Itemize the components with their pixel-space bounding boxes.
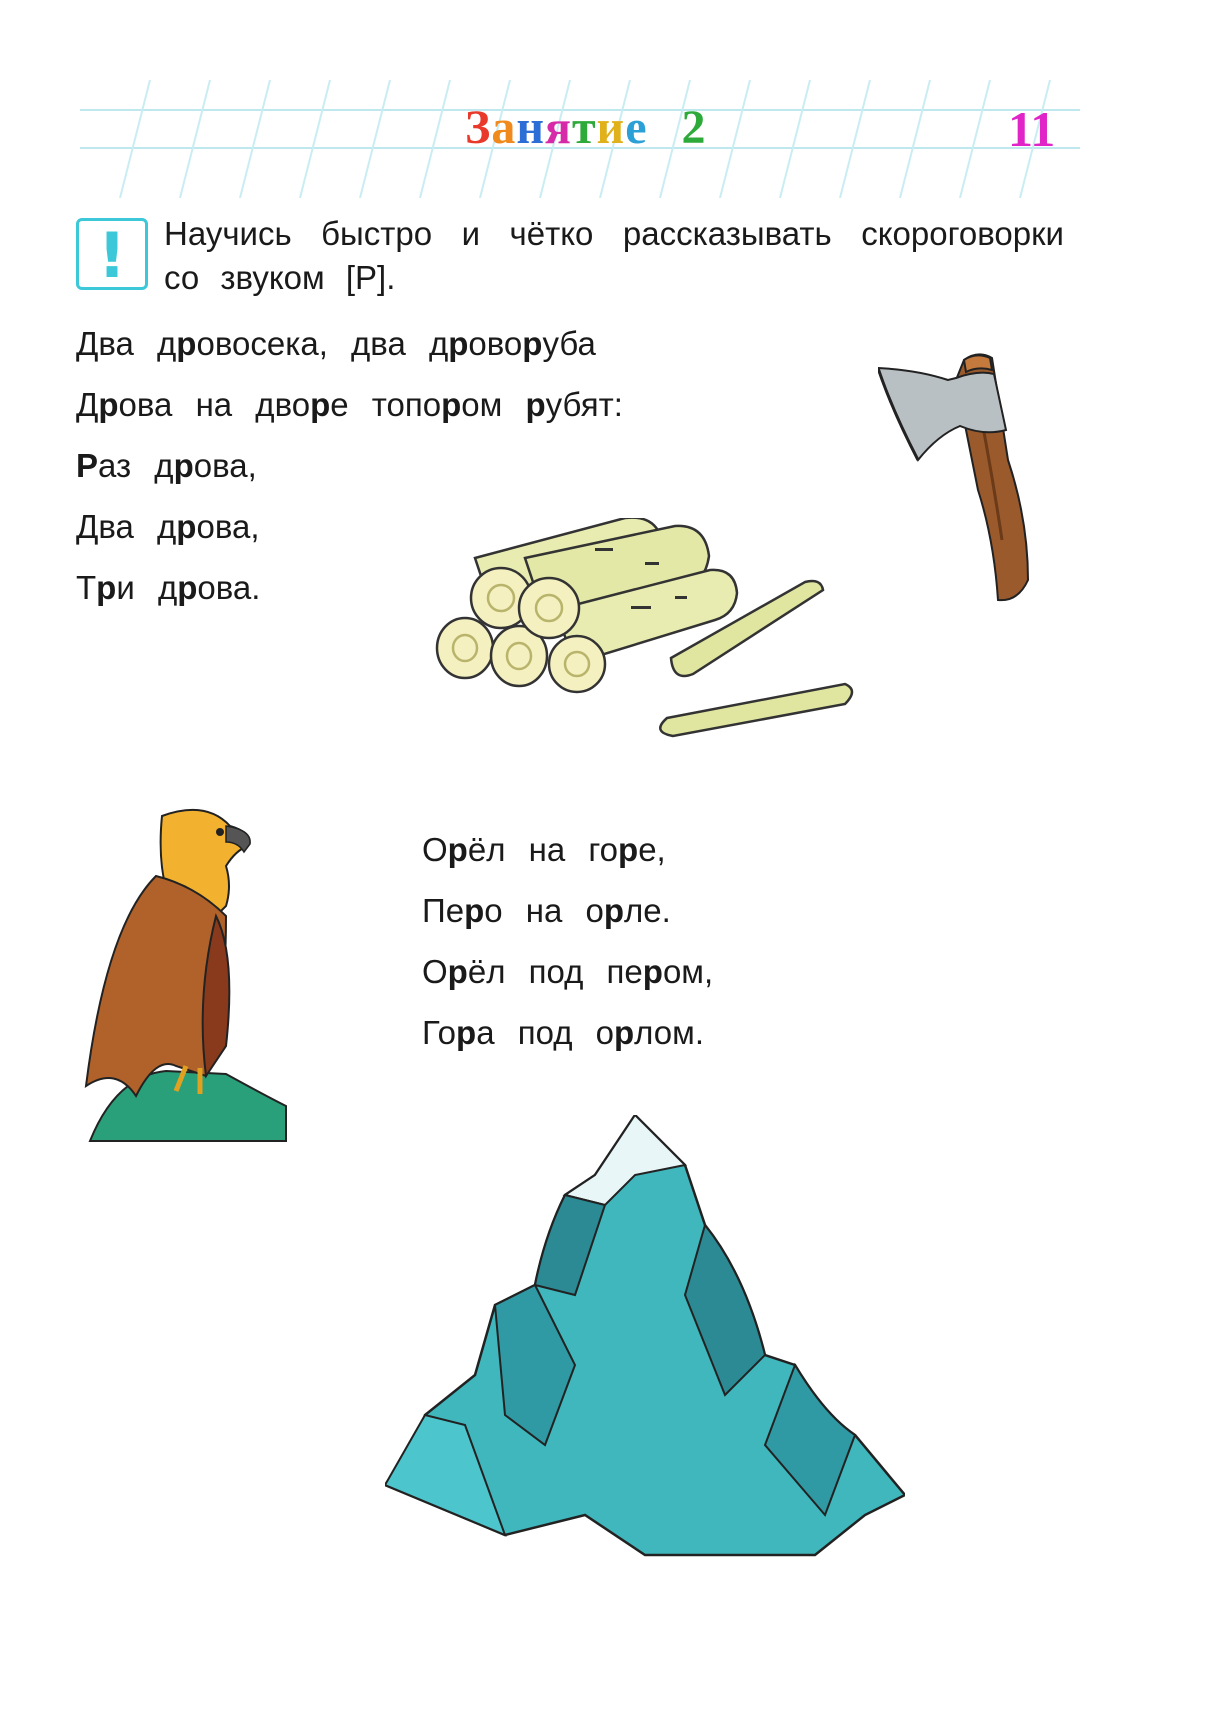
highlighted-letter: р — [177, 569, 198, 606]
poem-text: Т — [76, 569, 97, 606]
poem-text: Два д — [76, 325, 177, 362]
highlighted-letter: р — [525, 386, 546, 423]
highlighted-letter: р — [441, 386, 462, 423]
firewood-illustration — [435, 518, 860, 743]
poem-text: ом — [461, 386, 526, 423]
highlighted-letter: р — [176, 508, 197, 545]
poem-text: е, — [638, 831, 666, 868]
poem-line — [76, 383, 623, 444]
poem-text: О — [422, 953, 448, 990]
lesson-number: 2 — [681, 101, 707, 154]
poem-text: ом, — [662, 953, 714, 990]
lesson-title — [465, 100, 707, 155]
highlighted-letter: р — [176, 325, 197, 362]
highlighted-letter: р — [456, 1014, 477, 1051]
title-letter: З — [465, 101, 492, 154]
axe-illustration — [878, 340, 1078, 610]
highlighted-letter: р — [642, 953, 663, 990]
poem-text: о на о — [484, 892, 604, 929]
title-letter: я — [545, 101, 572, 154]
poem-text: ле. — [624, 892, 671, 929]
poem-text: убят: — [545, 386, 623, 423]
lesson-title-word — [465, 101, 648, 154]
mountain-illustration — [385, 1115, 905, 1570]
title-letter: и — [596, 101, 626, 154]
page-number: 11 — [1008, 101, 1056, 157]
instruction-text: Научись быстро и чётко рассказывать скороговорки со звуком [Р]. — [164, 215, 1064, 296]
poem-line — [76, 444, 623, 505]
poem-text: Д — [76, 386, 99, 423]
highlighted-letter: р — [98, 386, 119, 423]
poem-text: овосека, два д — [196, 325, 449, 362]
poem-text: и д — [116, 569, 178, 606]
poem-line — [422, 950, 713, 1011]
poem-text: ово — [468, 325, 523, 362]
highlighted-letter: р — [173, 447, 194, 484]
highlighted-letter: р — [618, 831, 639, 868]
highlighted-letter: р — [522, 325, 543, 362]
poem-text: а под о — [476, 1014, 614, 1051]
poem-line — [76, 322, 623, 383]
highlighted-letter: р — [447, 953, 468, 990]
poem-text: уба — [542, 325, 596, 362]
poem-text: Пе — [422, 892, 465, 929]
title-letter: н — [516, 101, 545, 154]
highlighted-letter: р — [603, 892, 625, 929]
title-letter: е — [625, 101, 648, 154]
poem-text: е топо — [330, 386, 442, 423]
poem-text: ова, — [193, 447, 257, 484]
poem-line — [422, 889, 713, 950]
poem-line — [422, 1011, 713, 1072]
exclamation-icon: ! — [76, 218, 148, 290]
highlighted-letter: р — [447, 831, 468, 868]
poem-text: ова, — [196, 508, 260, 545]
poem-text: ова на дво — [118, 386, 311, 423]
poem-text: Два д — [76, 508, 177, 545]
poem-text: аз д — [98, 447, 174, 484]
poem-text: ёл на го — [467, 831, 619, 868]
poem-text: лом. — [634, 1014, 704, 1051]
highlighted-letter: р — [310, 386, 331, 423]
title-letter: а — [491, 101, 517, 154]
highlighted-letter: Р — [76, 447, 99, 484]
poem-text: О — [422, 831, 448, 868]
highlighted-letter: р — [464, 892, 485, 929]
poem-text: ова. — [197, 569, 261, 606]
poem-text: Го — [422, 1014, 457, 1051]
tongue-twister-eagle — [422, 828, 713, 1072]
highlighted-letter: р — [613, 1014, 635, 1051]
poem-text: ёл под пе — [467, 953, 643, 990]
highlighted-letter: р — [96, 569, 117, 606]
poem-line — [422, 828, 713, 889]
eagle-illustration — [76, 806, 292, 1146]
title-letter: т — [571, 101, 597, 154]
highlighted-letter: р — [448, 325, 469, 362]
